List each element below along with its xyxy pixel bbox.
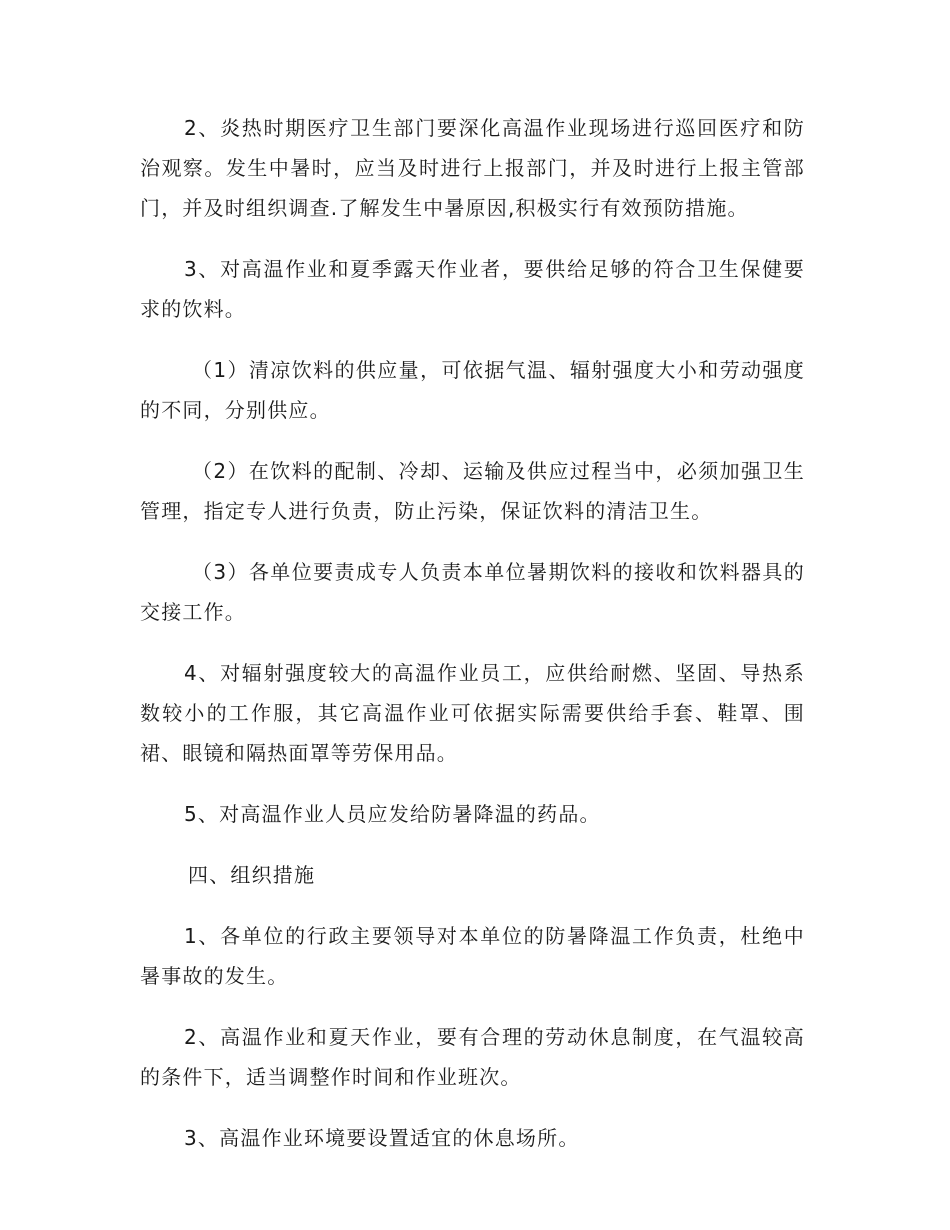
paragraph-beverage-quantity: （1）清凉饮料的供应量，可依据气温、辐射强度大小和劳动强度的不同，分别供应。 <box>140 358 805 422</box>
paragraph-leadership-responsibility: 1、各单位的行政主要领导对本单位的防暑降温工作负责，杜绝中暑事故的发生。 <box>140 924 805 988</box>
paragraph-beverage-supply: 3、对高温作业和夏季露天作业者，要供给足够的符合卫生保健要求的饮料。 <box>140 257 805 321</box>
paragraph-protective-clothing: 4、对辐射强度较大的高温作业员工，应供给耐燃、坚固、导热系数较小的工作服，其它高温作业可依据实际需要供给手套、鞋罩、围裙、眼镜和隔热面罩等劳保用品。 <box>140 661 805 765</box>
paragraph-work-rest-schedule: 2、高温作业和夏天作业，要有合理的劳动休息制度，在气温较高的条件下，适当调整作时间和作业班次。 <box>140 1025 805 1089</box>
paragraph-beverage-handover: （3）各单位要责成专人负责本单位暑期饮料的接收和饮料器具的交接工作。 <box>140 560 805 624</box>
document-body <box>140 108 805 1179</box>
paragraph-medical-patrol: 2、炎热时期医疗卫生部门要深化高温作业现场进行巡回医疗和防治观察。发生中暑时，应当及时进行上报部门，并及时进行上报主管部门，并及时组织调查.了解发生中暑原因,积极实行有效预防措施。 <box>140 116 805 220</box>
paragraph-rest-area: 3、高温作业环境要设置适宜的休息场所。 <box>184 1126 580 1150</box>
section-heading-organization: 四、组织措施 <box>188 863 316 887</box>
paragraph-beverage-hygiene: （2）在饮料的配制、冷却、运输及供应过程当中，必须加强卫生管理，指定专人进行负责，防止污染，保证饮料的清洁卫生。 <box>140 459 805 523</box>
paragraph-medicine: 5、对高温作业人员应发给防暑降温的药品。 <box>184 802 601 826</box>
